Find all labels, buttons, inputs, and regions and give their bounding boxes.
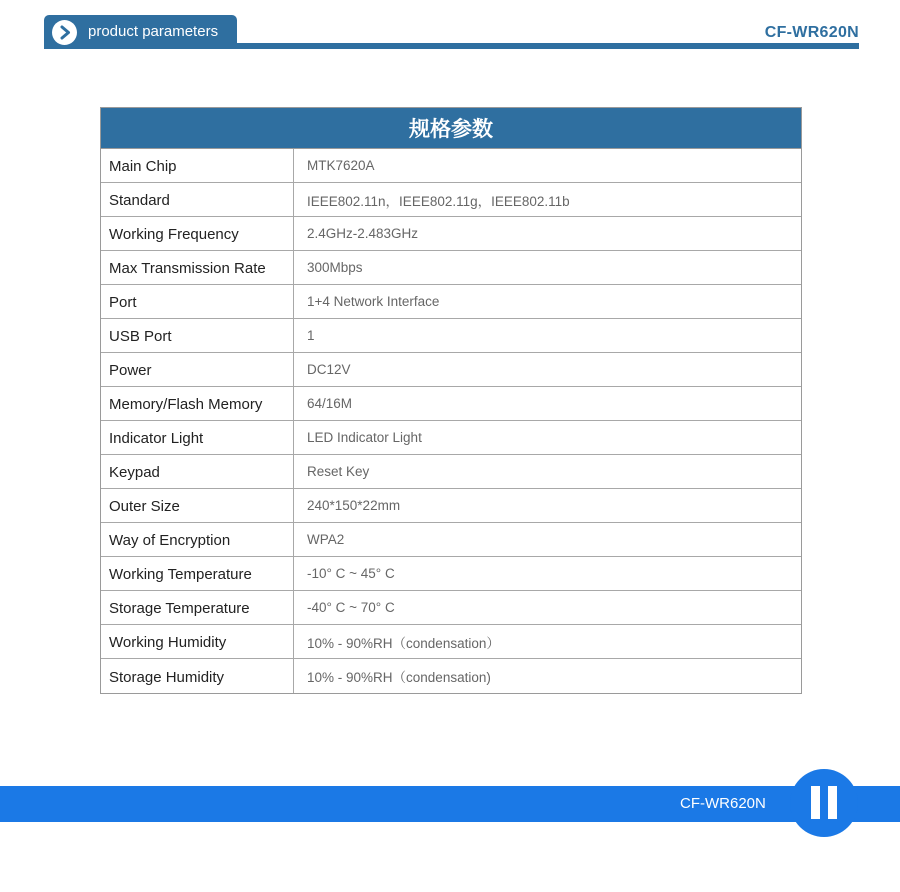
- spec-value: WPA2: [307, 532, 345, 547]
- spec-label: Standard: [101, 183, 294, 216]
- spec-label: Keypad: [101, 455, 294, 488]
- pause-icon: [790, 769, 858, 837]
- spec-label: Working Frequency: [101, 217, 294, 250]
- spec-label: Storage Temperature: [101, 591, 294, 624]
- spec-label: Working Humidity: [101, 625, 294, 658]
- footer-model-number: CF-WR620N: [680, 795, 766, 812]
- spec-value: 300Mbps: [307, 260, 363, 275]
- header-title: product parameters: [88, 23, 219, 40]
- table-row: [101, 659, 801, 693]
- spec-label: Outer Size: [101, 489, 294, 522]
- spec-label: Storage Humidity: [101, 659, 294, 693]
- spec-label: Power: [101, 353, 294, 386]
- header-underline: [44, 43, 859, 49]
- table-row: [101, 455, 801, 489]
- table-row: [101, 523, 801, 557]
- spec-value: 2.4GHz-2.483GHz: [307, 226, 419, 241]
- spec-label: USB Port: [101, 319, 294, 352]
- spec-table-body: [101, 149, 801, 693]
- table-row: [101, 591, 801, 625]
- table-row: [101, 557, 801, 591]
- play-circle-icon: [52, 20, 77, 45]
- spec-value: 1: [307, 328, 315, 343]
- table-row: [101, 353, 801, 387]
- spec-value: 64/16M: [307, 396, 353, 411]
- table-row: [101, 319, 801, 353]
- spec-value: 1+4 Network Interface: [307, 294, 440, 309]
- spec-label: Port: [101, 285, 294, 318]
- spec-label: Max Transmission Rate: [101, 251, 294, 284]
- spec-value: 10% - 90%RH（condensation): [307, 670, 491, 685]
- table-row: [101, 285, 801, 319]
- spec-value: Reset Key: [307, 464, 370, 479]
- spec-label: Working Temperature: [101, 557, 294, 590]
- spec-value: DC12V: [307, 362, 351, 377]
- header-model-number: CF-WR620N: [764, 24, 859, 41]
- spec-value: 240*150*22mm: [307, 498, 401, 513]
- spec-value: -10° C ~ 45° C: [307, 566, 395, 581]
- spec-label: Memory/Flash Memory: [101, 387, 294, 420]
- spec-value: LED Indicator Light: [307, 430, 422, 445]
- spec-value: IEEE802.11n，IEEE802.11g，IEEE802.11b: [307, 193, 570, 209]
- spec-table-heading: 规格参数: [101, 108, 801, 149]
- table-row: [101, 421, 801, 455]
- table-row: [101, 251, 801, 285]
- table-row: [101, 217, 801, 251]
- table-row: [101, 183, 801, 217]
- table-row: [101, 625, 801, 659]
- spec-label: Way of Encryption: [101, 523, 294, 556]
- spec-value: 10% - 90%RH（condensation）: [307, 635, 500, 651]
- table-row: [101, 387, 801, 421]
- spec-value: -40° C ~ 70° C: [307, 600, 395, 615]
- spec-value: MTK7620A: [307, 158, 375, 173]
- spec-table: [100, 107, 802, 694]
- spec-label: Indicator Light: [101, 421, 294, 454]
- table-row: [101, 489, 801, 523]
- spec-label: Main Chip: [101, 149, 294, 182]
- table-row: [101, 149, 801, 183]
